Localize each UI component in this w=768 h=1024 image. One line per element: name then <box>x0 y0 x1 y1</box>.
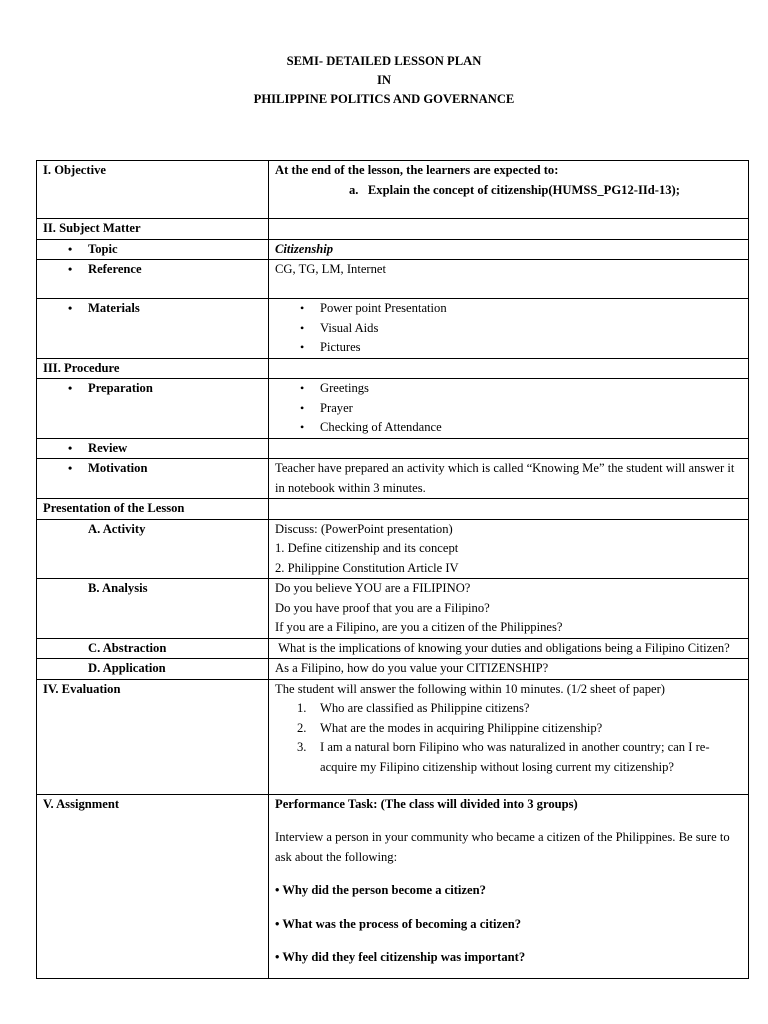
row-procedure <box>37 358 749 379</box>
row-evaluation <box>37 679 749 794</box>
abstraction-label: C. Abstraction <box>88 640 167 655</box>
row-objective <box>37 161 749 219</box>
activity-label: A. Activity <box>88 521 146 536</box>
subject-matter-label: II. Subject Matter <box>37 219 269 240</box>
materials-label: • Materials <box>43 299 262 319</box>
objective-label: I. Objective <box>37 161 269 219</box>
doc-title-line-1: SEMI- DETAILED LESSON PLAN <box>286 54 482 68</box>
row-activity <box>37 519 749 579</box>
list-item: • Power point Presentation <box>275 299 742 319</box>
topic-value: Citizenship <box>275 241 334 256</box>
list-item: 3. I am a natural born Filipino who was naturalized in another country; can I re-acquire my Filipino citizenship without losing current my citizenship? <box>297 740 710 774</box>
lesson-plan-table <box>36 160 749 979</box>
objective-intro: At the end of the lesson, the learners are expected to: <box>275 163 559 177</box>
doc-title-line-2: IN <box>377 73 391 87</box>
assignment-instruction: Interview a person in your community who became a citizen of the Philippines. Be sure to ask about the following: <box>275 830 730 864</box>
evaluation-label: IV. Evaluation <box>37 679 269 794</box>
review-label: • Review <box>43 439 262 459</box>
list-item: • Checking of Attendance <box>275 418 742 438</box>
list-item: • Pictures <box>275 338 742 358</box>
row-application <box>37 659 749 680</box>
row-presentation <box>37 499 749 520</box>
subject-matter-empty <box>269 219 749 240</box>
procedure-label: III. Procedure <box>37 358 269 379</box>
reference-value: CG, TG, LM, Internet <box>275 262 386 276</box>
list-item: • Prayer <box>275 399 742 419</box>
activity-content <box>269 519 749 579</box>
row-review <box>37 438 749 459</box>
application-label: D. Application <box>88 661 166 675</box>
analysis-line: If you are a Filipino, are you a citizen of the Philippines? <box>275 620 563 634</box>
assignment-question: • Why did they feel citizenship was important? <box>275 950 526 964</box>
motivation-label: • Motivation <box>43 459 262 479</box>
objective-item: a. Explain the concept of citizenship(HUMSS_PG12-IId-13); <box>349 182 680 197</box>
assignment-task: Performance Task: (The class will divided into 3 groups) <box>275 796 578 811</box>
analysis-label: B. Analysis <box>88 581 148 595</box>
row-subject-matter <box>37 219 749 240</box>
activity-line: 1. Define citizenship and its concept <box>275 541 459 555</box>
row-topic <box>37 239 749 260</box>
row-materials <box>37 299 749 359</box>
preparation-list <box>269 379 749 439</box>
row-motivation <box>37 459 749 499</box>
list-item: 2. What are the modes in acquiring Philippine citizenship? <box>297 720 603 735</box>
assignment-question: • What was the process of becoming a citizen? <box>275 916 522 931</box>
row-assignment <box>37 794 749 978</box>
list-item: 1. Who are classified as Philippine citizens? <box>297 701 530 715</box>
abstraction-text: What is the implications of knowing your duties and obligations being a Filipino Citizen? <box>269 638 749 659</box>
doc-title-line-3: PHILIPPINE POLITICS AND GOVERNANCE <box>253 92 515 106</box>
preparation-label: • Preparation <box>43 379 262 399</box>
row-analysis <box>37 579 749 639</box>
analysis-content <box>269 579 749 639</box>
list-item: • Visual Aids <box>275 319 742 339</box>
analysis-line: Do you have proof that you are a Filipino? <box>275 600 490 615</box>
list-item: • Greetings <box>275 379 742 399</box>
row-preparation <box>37 379 749 439</box>
reference-label: • Reference <box>43 260 262 280</box>
materials-list <box>269 299 749 359</box>
motivation-text: Teacher have prepared an activity which is called “Knowing Me” the student will answer it in notebook within 3 minutes. <box>269 459 749 499</box>
activity-line: Discuss: (PowerPoint presentation) <box>275 521 453 536</box>
row-reference <box>37 260 749 299</box>
topic-label: • Topic <box>43 240 262 260</box>
presentation-label: Presentation of the Lesson <box>37 499 269 520</box>
evaluation-intro: The student will answer the following within 10 minutes. (1/2 sheet of paper) <box>275 681 665 696</box>
objective-content <box>269 161 749 219</box>
analysis-line: Do you believe YOU are a FILIPINO? <box>275 581 471 595</box>
assignment-label: V. Assignment <box>37 794 269 978</box>
evaluation-content <box>269 679 749 794</box>
application-text: As a Filipino, how do you value your CITIZENSHIP? <box>269 659 749 680</box>
row-abstraction <box>37 638 749 659</box>
assignment-question: • Why did the person become a citizen? <box>275 883 486 897</box>
assignment-content <box>269 794 749 978</box>
activity-line: 2. Philippine Constitution Article IV <box>275 560 459 575</box>
